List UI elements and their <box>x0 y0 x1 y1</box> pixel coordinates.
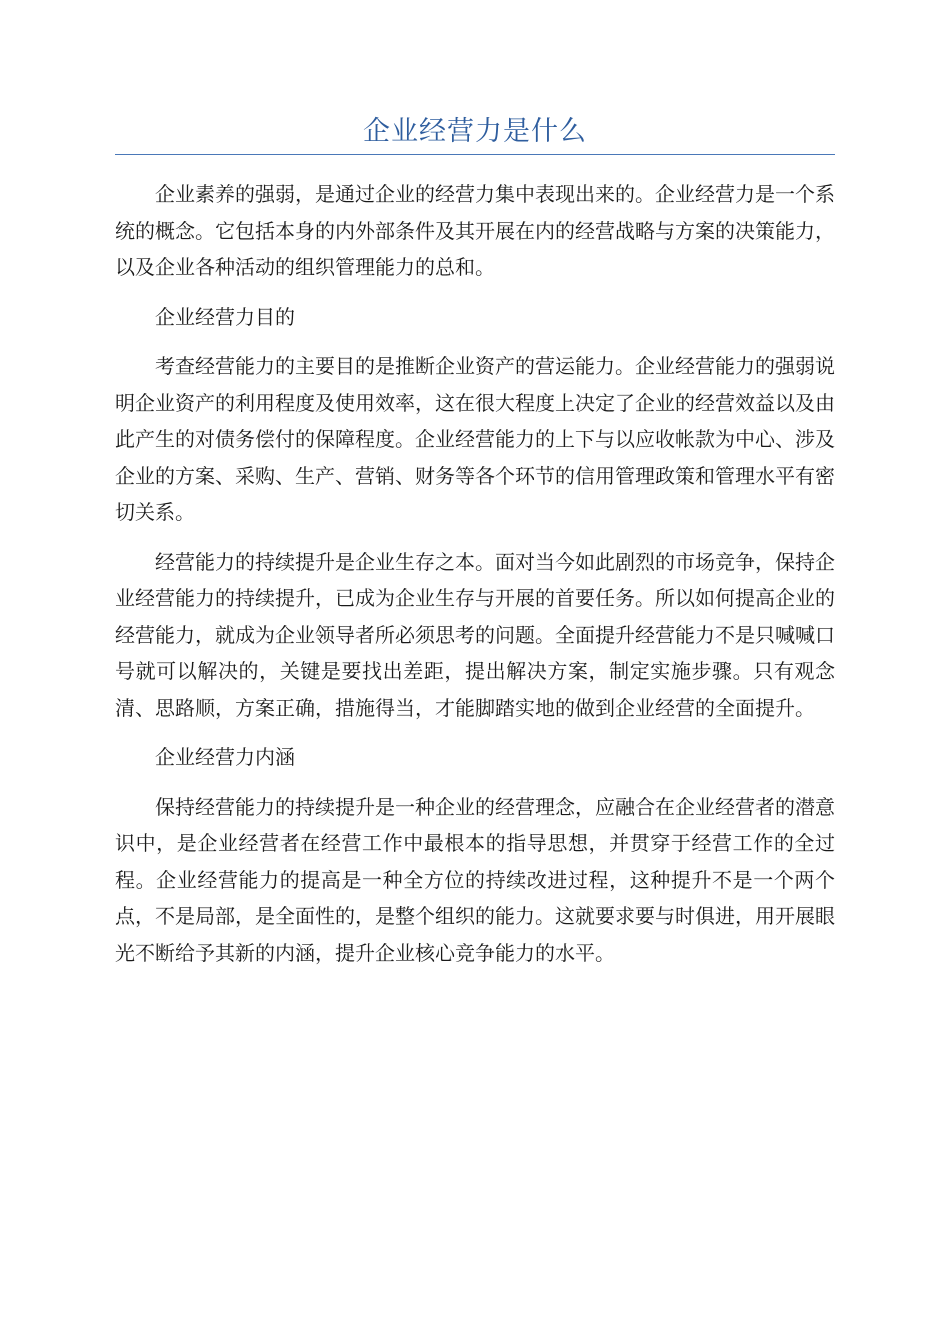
paragraph-connotation-1: 保持经营能力的持续提升是一种企业的经营理念，应融合在企业经营者的潜意识中，是企业经营者在经营工作中最根本的指导思想，并贯穿于经营工作的全过程。企业经营能力的提高是一种全方位的持续改进过程，这种提升不是一个两个点，不是局部，是全面性的，是整个组织的能力。这就要求要与时俱进，用开展眼光不断给予其新的内涵，提升企业核心竞争能力的水平。 <box>115 794 835 965</box>
paragraph-purpose-2: 经营能力的持续提升是企业生存之本。面对当今如此剧烈的市场竞争，保持企业经营能力的持续提升，已成为企业生存与开展的首要任务。所以如何提高企业的经营能力，就成为企业领导者所必须思考的问题。全面提升经营能力不是只喊喊口号就可以解决的，关键是要找出差距，提出解决方案，制定实施步骤。只有观念清、思路顺，方案正确，措施得当，才能脚踏实地的做到企业经营的全面提升。 <box>115 549 835 720</box>
document-title: 企业经营力是什么 <box>363 116 587 147</box>
paragraph-spacer <box>115 286 835 299</box>
paragraph-intro: 企业素养的强弱，是通过企业的经营力集中表现出来的。企业经营力是一个系统的概念。它包括本身的内外部条件及其开展在内的经营战略与方案的决策能力，以及企业各种活动的组织管理能力的总和。 <box>115 182 835 279</box>
paragraph-spacer <box>115 531 835 544</box>
paragraph-spacer <box>115 776 835 789</box>
title-underline <box>115 154 835 155</box>
paragraph-spacer <box>115 726 835 739</box>
document-body <box>115 176 835 971</box>
paragraph-purpose-1: 考查经营能力的主要目的是推断企业资产的营运能力。企业经营能力的强弱说明企业资产的利用程度及使用效率，这在很大程度上决定了企业的经营效益以及由此产生的对债务偿付的保障程度。企业经营能力的上下与以应收帐款为中心、涉及企业的方案、采购、生产、营销、财务等各个环节的信用管理政策和管理水平有密切关系。 <box>115 354 835 524</box>
paragraph-spacer <box>115 335 835 348</box>
section-heading-purpose: 企业经营力目的 <box>155 304 295 329</box>
section-heading-connotation: 企业经营力内涵 <box>155 745 295 769</box>
